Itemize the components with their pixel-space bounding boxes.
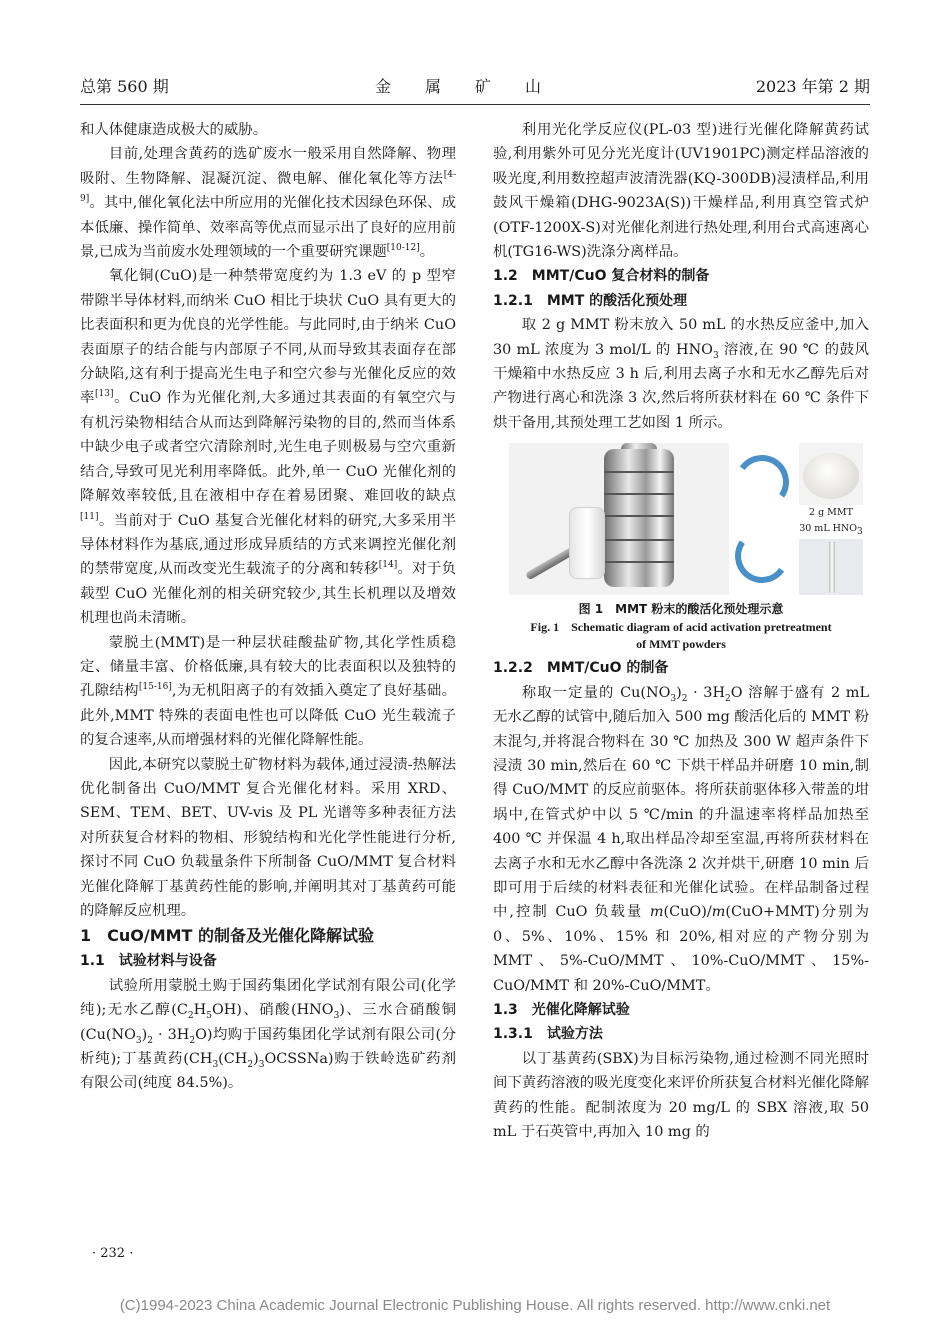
citation[interactable]: [10-12] bbox=[386, 243, 420, 254]
paragraph: 氧化铜(CuO)是一种禁带宽度约为 1.3 eV 的 p 型窄带隙半导体材料,而纳米 CuO 相比于块状 CuO 具有更大的比表面积和更为优良的光学性能。与此同时,由于纳米 CuO 表面原子的结合能与内部原子不同,从而导致其表面存在部分缺陷,这有利于提高光生电子和空穴参与光催化反应的效率[13]。CuO 作为光催化剂,大多通过其表面的有氧空穴与有机污染物相结合从而达到降解污染物的目的,然而当体系中缺少电子或者空穴清除剂时,光生电子则极易与空穴重新结合,导致可见光利用率降低。此外,单一 CuO 光催化剂的降解效率较低,且在液相中存在着易团聚、难回收的缺点[11]。当前对于 CuO 基复合光催化材料的研究,大多采用半导体材料作为基底,通过形成异质结的方式来调控光催化剂的禁带宽度,从而改变光生载流子的分离和转移[14]。对于负载型 CuO 光催化剂的相关研究较少,其生长机理以及增效机理也尚未清晰。 bbox=[80, 268, 456, 627]
citation[interactable]: [14] bbox=[378, 560, 398, 571]
paragraph: 因此,本研究以蒙脱土矿物材料为载体,通过浸渍-热解法优化制备出 CuO/MMT 复合光催化材料。采用 XRD、SEM、TEM、BET、UV-vis 及 PL 光谱等多种表征方法对所获复合材料的物相、形貌结构和光化学性能进行分析,探讨不同 CuO 负载量条件下所制备 CuO/MMT 复合材料光催化降解丁基黄药性能的影响,并阐明其对丁基黄药可能的降解反应机理。 bbox=[80, 756, 456, 919]
figure-label-hno3: 30 mL $HNO_3$ bbox=[799, 523, 863, 538]
paragraph: 试验所用蒙脱土购于国药集团化学试剂有限公司(化学纯);无水乙醇$(C_2H_5OH)$、硝酸$(HNO_3)$、三水合硝酸铜$(Cu(NO_3)_2 \cdot 3H_2O)$均购于国药集团化学试剂有限公司(分析纯);丁基黄药$(CH_3(CH_2)_3OCSSNa)$购于铁岭选矿药剂有限公司(纯度 84.5%)。 bbox=[80, 977, 457, 1092]
figure-1 bbox=[503, 443, 863, 595]
paragraph: 称取一定量的 $Cu(NO_3)_2 \cdot 3H_2O$ 溶解于盛有 2 mL 无水乙醇的试管中,随后加入 500 mg 酸活化后的 MMT 粉末混匀,并将混合物料在 30 ℃ 加热及 300 W 超声条件下浸渍 30 min,然后在 60 ℃ 下烘干样品并研磨 10 min,制得 CuO/MMT 的反应前驱体。将所获前驱体移入带盖的坩埚中,在管式炉中以 5 ℃/min 的升温速率将样品加热至 400 ℃ 并保温 4 h,取出样品冷却至室温,再将所获材料在去离子水和无水乙醇中各洗涤 2 次并烘干,研磨 10 min 后即可用于后续的材料表征和光催化试验。在样品制备过程中,控制 CuO 负载量 m(CuO)/m(CuO+MMT)分别为 0、5%、10%、15% 和 20%,相对应的产物分别为 MMT、5%-CuO/MMT、10%-CuO/MMT、15%-CuO/MMT 和 20%-CuO/MMT。 bbox=[493, 684, 870, 994]
header-rule bbox=[80, 104, 870, 105]
citation[interactable]: [13] bbox=[95, 389, 114, 400]
section-heading-1-2-2: 1.2.2 MMT/CuO 的制备 bbox=[493, 660, 669, 677]
paragraph: 以丁基黄药(SBX)为目标污染物,通过检测不同光照时间下黄药溶液的吸光度变化来评价所获复合材料光催化降解黄药的性能。配制浓度为 20 mg/L 的 SBX 溶液,取 50 mL 于石英管中,再加入 10 mg 的 bbox=[493, 1050, 869, 1140]
issue-number: 总第 560 期 bbox=[80, 77, 169, 96]
page-number: · 232 · bbox=[92, 1246, 134, 1261]
pipette-photo bbox=[799, 539, 863, 595]
mmt-powder-photo bbox=[799, 443, 863, 505]
section-heading-1: 1 CuO/MMT 的制备及光催化降解试验 bbox=[80, 926, 375, 946]
section-heading-1-3-1: 1.3.1 试验方法 bbox=[493, 1026, 603, 1043]
figure-caption-zh: 图 1 MMT 粉末的酸活化预处理示意 bbox=[578, 602, 784, 617]
issue-date: 2023 年第 2 期 bbox=[755, 77, 870, 96]
left-column bbox=[80, 118, 456, 1096]
running-header bbox=[80, 74, 870, 102]
right-column bbox=[493, 118, 869, 1144]
autoclave-icon bbox=[604, 449, 674, 587]
paragraph: 利用光化学反应仪(PL-03 型)进行光催化降解黄药试验,利用紫外可见分光光度计(UV1901PC)测定样品溶液的吸光度,利用数控超声波清洗器(KQ-300DB)浸渍样品,利用鼓风干燥箱(DHG-9023A(S))干燥样品,利用真空管式炉(OTF-1200X-S)对光催化剂进行热处理,利用台式高速离心机(TG16-WS)洗涤分离样品。 bbox=[493, 122, 869, 261]
figure-caption-en: Fig. 1 Schematic diagram of acid activation pretreatment of MMT powders bbox=[530, 620, 832, 652]
paragraph: 目前,处理含黄药的选矿废水一般采用自然降解、物理吸附、生物降解、混凝沉淀、微电解、催化氧化等方法[4-9]。其中,催化氧化法中所应用的光催化技术因绿色环保、成本低廉、操作简单、效率高等优点而显示出了良好的应用前景,已成为当前废水处理领域的一个重要研究课题[10-12]。 bbox=[80, 146, 456, 261]
section-heading-1-3: 1.3 光催化降解试验 bbox=[493, 1001, 630, 1018]
copyright-footer: (C)1994-2023 China Academic Journal Electronic Publishing House. All rights reserved. http://www.cnki.net bbox=[119, 1297, 831, 1314]
citation[interactable]: [4-9] bbox=[80, 170, 456, 205]
section-heading-1-2-1: 1.2.1 MMT 的酸活化预处理 bbox=[493, 292, 688, 309]
section-heading-1-2: 1.2 MMT/CuO 复合材料的制备 bbox=[493, 268, 710, 285]
ptfe-liner-icon bbox=[569, 507, 605, 579]
citation[interactable]: [11] bbox=[80, 511, 99, 522]
curved-arrow-icon bbox=[731, 451, 794, 514]
paragraph: 和人体健康造成极大的威胁。 bbox=[80, 122, 268, 138]
curved-arrow-icon bbox=[731, 525, 794, 588]
citation[interactable]: [15-16] bbox=[138, 682, 172, 693]
paragraph: 蒙脱土(MMT)是一种层状硅酸盐矿物,其化学性质稳定、储量丰富、价格低廉,具有较大的比表面积以及独特的孔隙结构[15-16],为无机阳离子的有效插入奠定了良好基础。此外,MMT 特殊的表面电性也可以降低 CuO 光生载流子的复合速率,从而增强材料的光催化降解性能。 bbox=[80, 634, 456, 749]
paragraph: 取 2 g MMT 粉末放入 50 mL 的水热反应釜中,加入 30 mL 浓度为 3 mol/L 的 $HNO_3$ 溶液,在 90 ℃ 的鼓风干燥箱中水热反应 3 h 后,利用去离子水和无水乙醇先后对产物进行离心和洗涤 3 次,然后将所获材料在 60 ℃ 条件下烘干备用,其预处理工艺如图 1 所示。 bbox=[493, 317, 869, 431]
figure-label-mmt: 2 g MMT bbox=[809, 507, 853, 519]
autoclave-photo bbox=[509, 443, 729, 595]
section-heading-1-1: 1.1 试验材料与设备 bbox=[80, 953, 217, 970]
journal-name: 金属矿山 bbox=[374, 77, 575, 96]
